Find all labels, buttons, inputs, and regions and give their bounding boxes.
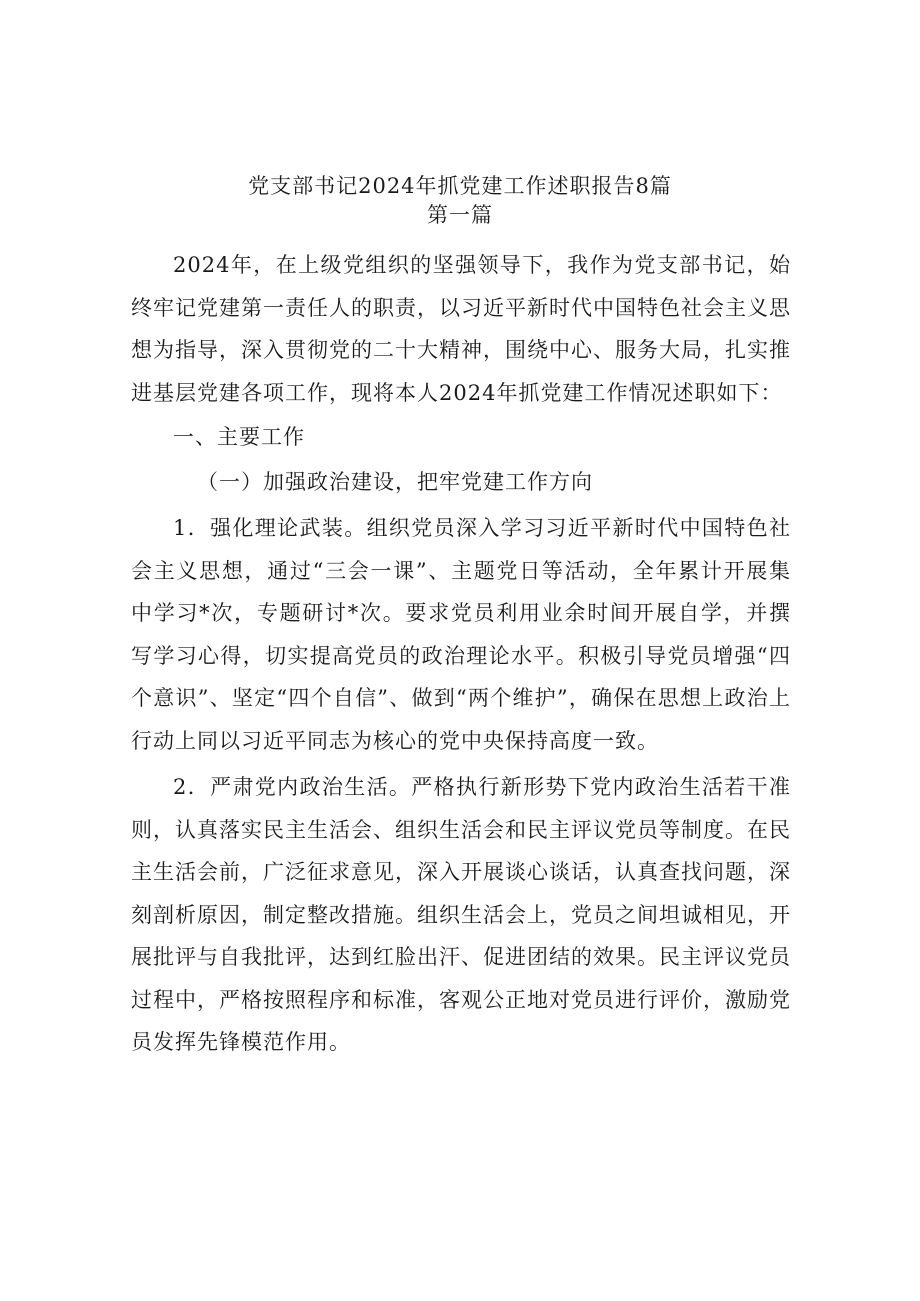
item-paragraph-theory-study: 1．强化理论武装。组织党员深入学习习近平新时代中国特色社会主义思想，通过“三会一课”、主题党日等活动，全年累计开展集中学习*次，专题研讨*次。要求党员利用业余时间开展自学，并撰写学习心得，切实提高党员的政治理论水平。积极引导党员增强“四个意识”、坚定“四个自信”、做到“两个维护”，确保在思想上政治上行动上同以习近平同志为核心的党中央保持高度一致。 <box>131 516 791 753</box>
document-body <box>131 244 791 1064</box>
document-title: 党支部书记2024年抓党建工作述职报告8篇 <box>248 174 672 198</box>
document-subtitle: 第一篇 <box>427 203 493 227</box>
subsection-heading-political-building: （一）加强政治建设，把牢党建工作方向 <box>197 469 593 494</box>
intro-paragraph: 2024年，在上级党组织的坚强领导下，我作为党支部书记，始终牢记党建第一责任人的职责，以习近平新时代中国特色社会主义思想为指导，深入贯彻党的二十大精神，围绕中心、服务大局，扎实推进基层党建各项工作，现将本人2024年抓党建工作情况述职如下： <box>131 253 791 405</box>
item-paragraph-party-life: 2．严肃党内政治生活。严格执行新形势下党内政治生活若干准则，认真落实民主生活会、组织生活会和民主评议党员等制度。在民主生活会前，广泛征求意见，深入开展谈心谈话，认真查找问题，深刻剖析原因，制定整改措施。组织生活会上，党员之间坦诚相见，开展批评与自我批评，达到红脸出汗、促进团结的效果。民主评议党员过程中，严格按照程序和标准，客观公正地对党员进行评价，激励党员发挥先锋模范作用。 <box>131 775 791 1054</box>
section-heading-main-work: 一、主要工作 <box>173 425 305 449</box>
